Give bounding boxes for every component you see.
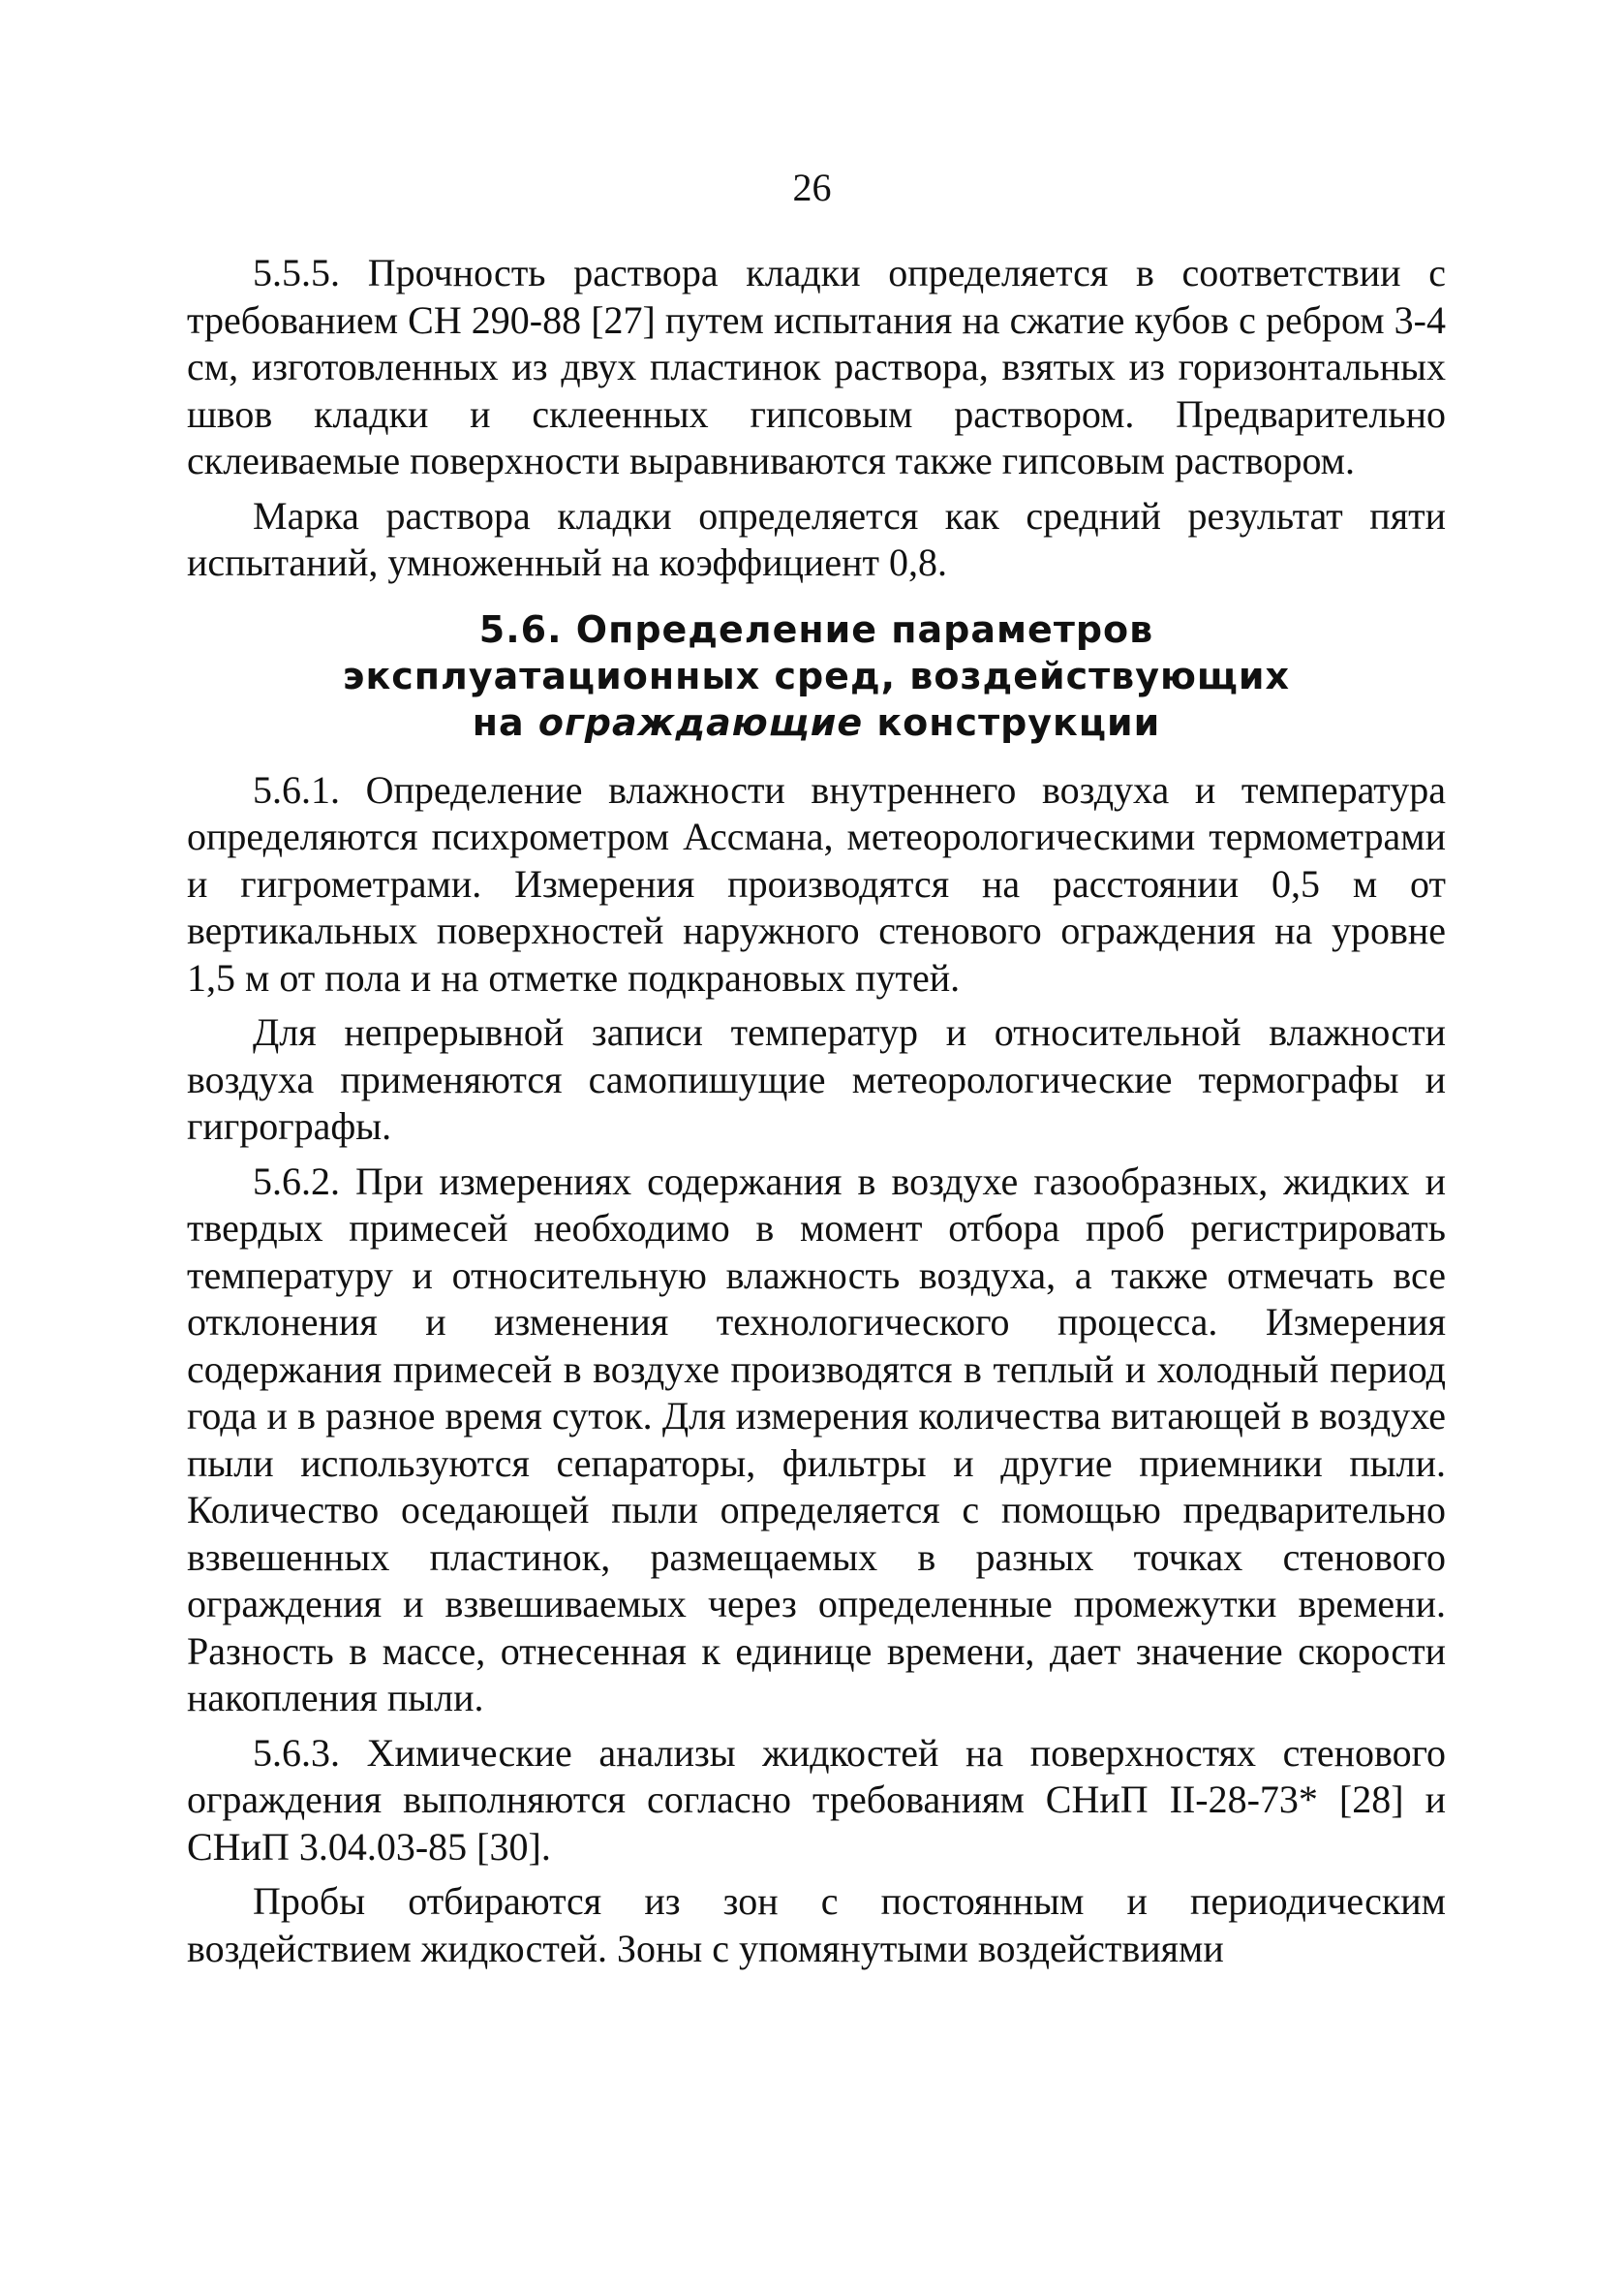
section-heading-line-1: 5.6. Определение параметров — [478, 607, 1154, 651]
paragraph-continuous-recording: Для непрерывной записи температур и относительной влажности воздуха применяются самопишущие метеорологические термографы и гигрографы. — [187, 1010, 1446, 1148]
section-heading-line-3 — [187, 699, 1446, 746]
paragraph-5-6-2: 5.6.2. При измерениях содержания в воздухе газообразных, жидких и твердых примесей необходимо в момент отбора проб регистрировать температуру и относительную влажность воздуха, а также отмечать все отклонения и изменения технологического процесса. Измерения содержания примесей в воздухе производятся в теплый и холодный период года и в разное время суток. Для измерения количества витающей в воздухе пыли используются сепараторы, фильтры и другие приемники пыли. Количество оседающей пыли определяется с помощью предварительно взвешенных пластинок, размещаемых в разных точках стенового ограждения и взвешиваемых через определенные промежутки времени. Разность в массе, отнесенная к единице времени, дает значение скорости накопления пыли. — [187, 1159, 1446, 1719]
paragraph-samples: Пробы отбираются из зон с постоянным и периодическим воздействием жидкостей. Зоны с упомянутыми воздействиями — [187, 1879, 1446, 1970]
section-heading-line-2: эксплуатационных сред, воздействующих — [342, 654, 1291, 697]
section-heading-5-6 — [187, 606, 1446, 746]
paragraph-5-5-5: 5.5.5. Прочность раствора кладки определяется в соответствии с требованием СН 290-88 [27] путем испытания на сжатие кубов с ребром 3-4 см, изготовленных из двух пластинок раствора, взятых из горизонтальных швов кладки и склеенных гипсовым раствором. Предварительно склеиваемые поверхности выравниваются также гипсовым раствором. — [187, 251, 1446, 482]
section-heading-line-3-start: на — [472, 700, 538, 744]
paragraph-5-6-1: 5.6.1. Определение влажности внутреннего воздуха и температура определяются психрометром Ассмана, метеорологическими термометрами и гигрометрами. Измерения производятся на расстоянии 0,5 м от вертикальных поверхностей наружного стенового ограждения на уровне 1,5 м от пола и на отметке подкрановых путей. — [187, 767, 1446, 1000]
paragraph-mortar-grade: Марка раствора кладки определяется как средний результат пяти испытаний, умноженный на коэффициент 0,8. — [187, 493, 1446, 584]
page-number: 26 — [792, 166, 832, 209]
paragraph-5-6-3: 5.6.3. Химические анализы жидкостей на поверхностях стенового ограждения выполняются согласно требованиям СНиП II-28-73* [28] и СНиП 3.04.03-85 [30]. — [187, 1730, 1446, 1869]
section-heading-line-3-end: конструкции — [863, 700, 1161, 744]
page-body — [187, 250, 1446, 1980]
section-heading-emphasis: ограждающие — [537, 700, 864, 744]
